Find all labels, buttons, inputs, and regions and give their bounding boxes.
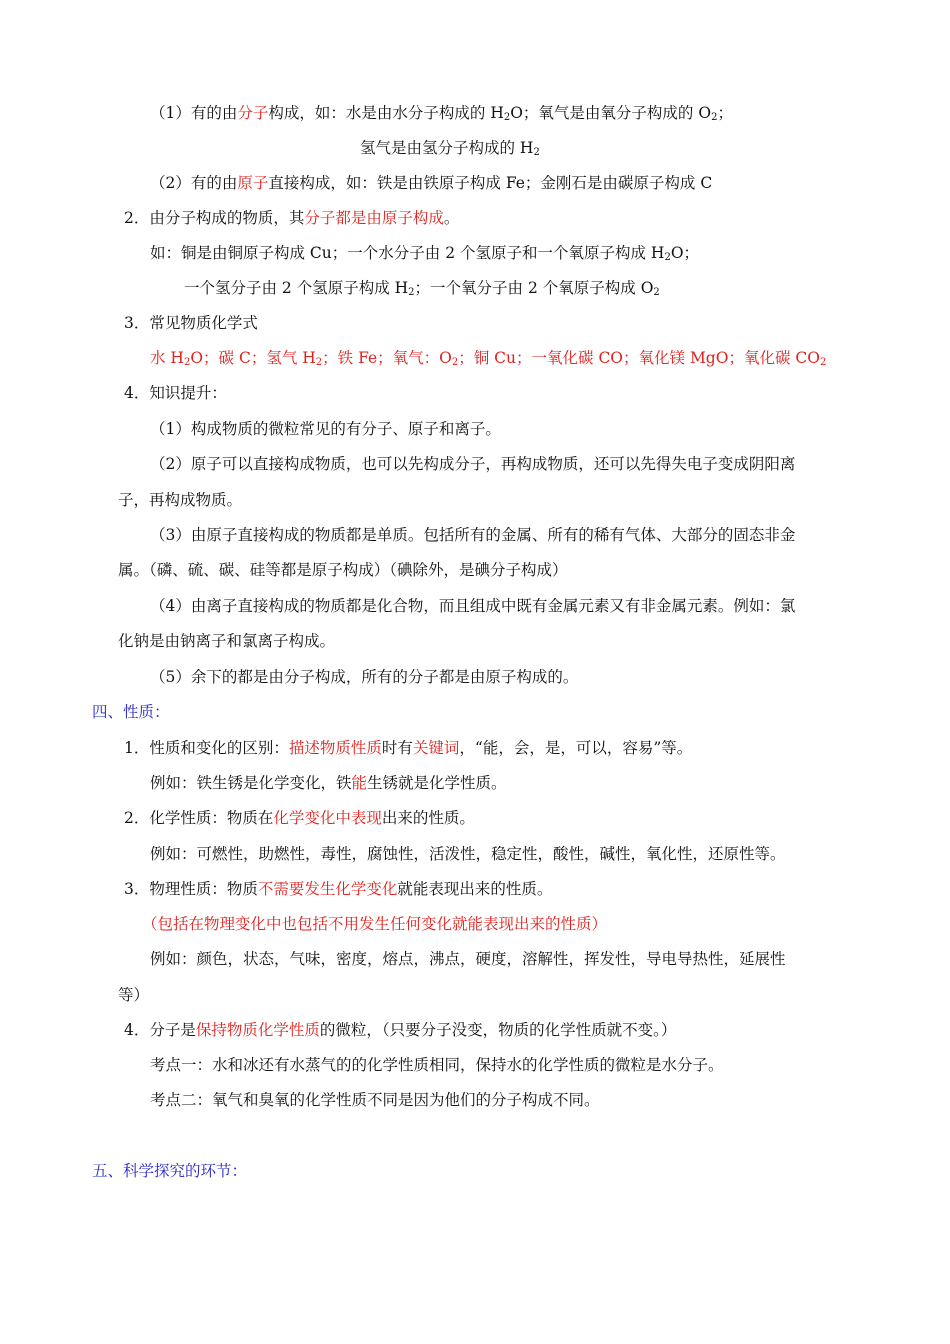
text-run: 例如：铁生锈是化学变化，铁	[150, 774, 352, 792]
text-run: 的微粒，（只要分子没变，物质的化学性质就不变。）	[319, 1021, 677, 1039]
text-run: （2）有的由	[150, 174, 238, 192]
prop-item2-example: 例如：可燃性，助燃性，毒性，腐蚀性，活泼性，稳定性，酸性，碱性，氧化性，还原性等。	[150, 845, 786, 863]
key-point-2: 考点二：氧气和臭氧的化学性质不同是因为他们的分子构成不同。	[150, 1091, 600, 1109]
item1-line1	[150, 102, 733, 124]
highlight-can: 能	[351, 774, 368, 792]
knowledge-p5: （5）余下的都是由分子构成，所有的分子都是由原子构成的。	[150, 668, 579, 686]
item4-title: 4．知识提升：	[124, 384, 227, 402]
text-run: O；	[670, 244, 700, 262]
highlight-text: 化学变化中表现	[273, 809, 382, 827]
text-run: 1．性质和变化的区别：	[124, 739, 289, 757]
knowledge-p3-line2: 属。（磷、硫、碳、硅等都是原子构成）（碘除外，是碘分子构成）	[118, 561, 568, 579]
text-run: ，“能，会，是，可以，容易”等。	[459, 739, 693, 757]
knowledge-p3-line1: （3）由原子直接构成的物质都是单质。包括所有的金属、所有的稀有气体、大部分的固态非金	[150, 526, 796, 544]
text-run: 就能表现出来的性质。	[397, 880, 553, 898]
text-run: 构成，如：水是由水分子构成的 H	[268, 104, 504, 122]
text-run: （1）有的由	[150, 104, 238, 122]
text-run: 3．物理性质：物质	[124, 880, 258, 898]
subscript: 2	[664, 252, 671, 263]
text-run: 直接构成，如：铁是由铁原子构成 Fe；金刚石是由碳原子构成 C	[268, 174, 713, 192]
text-run: 一个氢分子由 2 个氢原子构成 H	[184, 279, 409, 297]
item2-line1	[124, 207, 459, 229]
subscript: 2	[451, 357, 459, 368]
prop-item1-example	[150, 772, 507, 794]
subscript: 2	[533, 147, 540, 158]
text-run: 4．分子是	[124, 1021, 196, 1039]
item3-title: 3．常见物质化学式	[124, 314, 258, 332]
subscript: 2	[408, 287, 415, 298]
text-run: ；铁 Fe；氧气：O	[322, 349, 452, 367]
prop-item3-example-line1: 例如：颜色，状态，气味，密度，熔点，沸点，硬度，溶解性，挥发性，导电导热性，延展性	[150, 950, 786, 968]
knowledge-p2-line1: （2）原子可以直接构成物质，也可以先构成分子，再构成物质，还可以先得失电子变成阴阳离	[150, 455, 796, 473]
text-run: 水 H	[150, 349, 184, 367]
text-run: 生锈就是化学性质。	[367, 774, 507, 792]
highlight-keyword: 关键词	[412, 739, 460, 757]
formula-list	[150, 347, 826, 369]
prop-item2	[124, 807, 475, 829]
highlight-molecule: 分子	[237, 104, 269, 122]
highlight-text: 描述物质性质	[288, 739, 382, 757]
section-heading-scientific-inquiry: 五、科学探究的环节：	[92, 1162, 248, 1180]
item2-line2	[150, 242, 699, 264]
prop-item3-example-line2: 等）	[118, 986, 150, 1004]
highlight-atom: 原子	[237, 174, 269, 192]
prop-item3	[124, 878, 552, 900]
subscript: 2	[183, 357, 191, 368]
text-run: 出来的性质。	[381, 809, 475, 827]
text-run: 如：铜是由铜原子构成 Cu；一个水分子由 2 个氢原子和一个氧原子构成 H	[150, 244, 665, 262]
knowledge-p2-line2: 子，再构成物质。	[118, 491, 243, 509]
subscript: 2	[315, 357, 323, 368]
text-run: 时有	[381, 739, 413, 757]
item2-line3	[184, 277, 660, 299]
text-run: 。	[443, 209, 460, 227]
text-run: 氢气是由氢分子构成的 H	[360, 139, 534, 157]
text-run: 2．由分子构成的物质，其	[124, 209, 305, 227]
subscript: 2	[819, 357, 827, 368]
prop-item4	[124, 1019, 676, 1041]
knowledge-p4-line2: 化钠是由钠离子和氯离子构成。	[118, 632, 336, 650]
knowledge-p1: （1）构成物质的微粒常见的有分子、原子和离子。	[150, 420, 501, 438]
highlight-text: 分子都是由原子构成	[304, 209, 444, 227]
text-run: O；氧气是由氧分子构成的 O	[510, 104, 712, 122]
highlight-text: 保持物质化学性质	[195, 1021, 320, 1039]
text-run: ；铜 Cu；一氧化碳 CO；氧化镁 MgO；氧化碳 CO	[458, 349, 820, 367]
text-run: O；碳 C；氢气 H	[190, 349, 316, 367]
knowledge-p4-line1: （4）由离子直接构成的物质都是化合物，而且组成中既有金属元素又有非金属元素。例如：氯	[150, 597, 796, 615]
section-heading-properties: 四、性质：	[92, 703, 170, 721]
subscript: 2	[653, 287, 660, 298]
item1-line3	[150, 172, 712, 194]
text-run: ；一个氧分子由 2 个氧原子构成 O	[414, 279, 654, 297]
key-point-1: 考点一：水和冰还有水蒸气的的化学性质相同，保持水的化学性质的微粒是水分子。	[150, 1056, 724, 1074]
text-run: ；	[717, 104, 733, 122]
highlight-text: 不需要发生化学变化	[257, 880, 398, 898]
subscript: 2	[711, 112, 718, 123]
prop-item1	[124, 737, 692, 759]
text-run: 2．化学性质：物质在	[124, 809, 274, 827]
item1-line2	[360, 137, 540, 159]
prop-item3-note: （包括在物理变化中也包括不用发生任何变化就能表现出来的性质）	[142, 915, 608, 933]
subscript: 2	[503, 112, 511, 123]
